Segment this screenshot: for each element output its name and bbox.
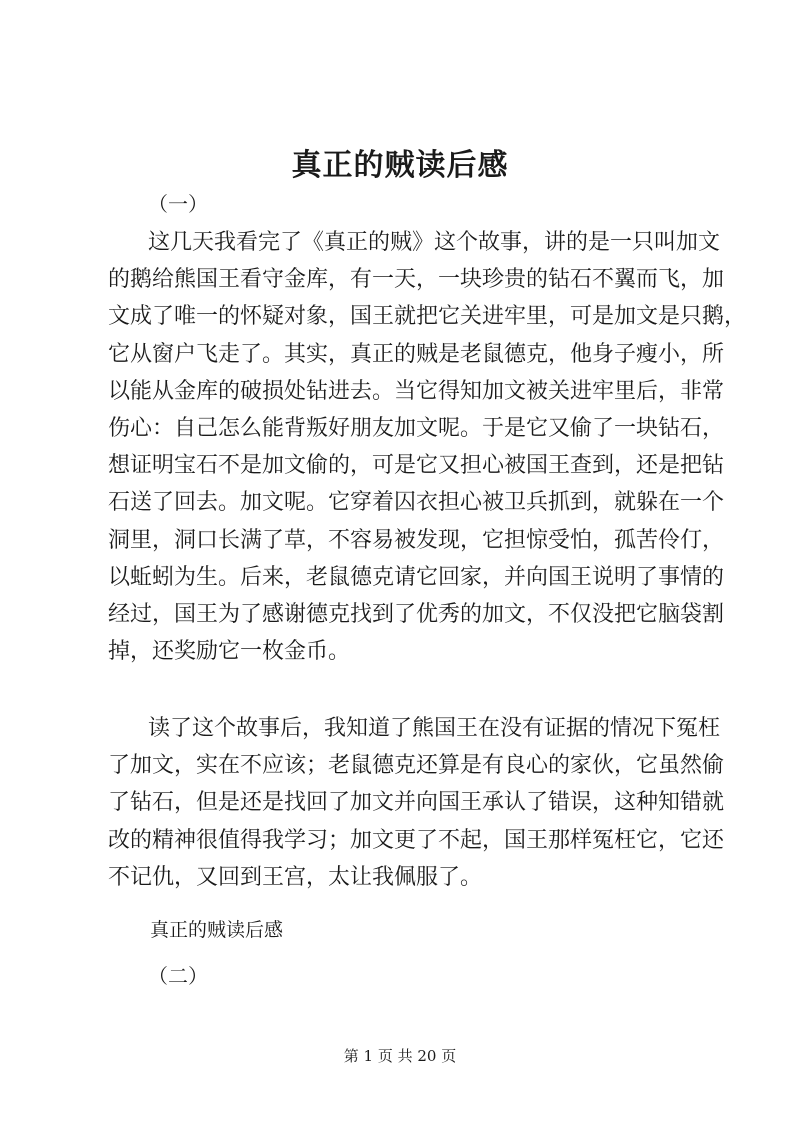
paragraph-line: 以能从金库的破损处钻进去。当它得知加文被关进牢里后，非常	[108, 378, 725, 404]
paragraph-2	[108, 710, 725, 896]
paragraph-line: 不记仇，又回到王宫，太让我佩服了。	[108, 864, 483, 890]
page-title: 真正的贼读后感	[291, 148, 509, 183]
section-heading-2: （二）	[148, 964, 208, 988]
paragraph-line: 伤心：自己怎么能背叛好朋友加文呢。于是它又偷了一块钻石，	[108, 415, 725, 441]
paragraph-line: 掉，还奖励它一枚金币。	[108, 639, 351, 665]
paragraph-line: 改的精神很值得我学习；加文更了不起，国王那样冤枉它，它还	[108, 827, 725, 853]
paragraph-1	[108, 224, 747, 670]
paragraph-line: 它从窗户飞走了。其实，真正的贼是老鼠德克，他身子瘦小，所	[108, 341, 725, 367]
paragraph-line: 以蚯蚓为生。后来，老鼠德克请它回家，并向国王说明了事情的	[108, 564, 725, 590]
paragraph-line: 了钻石，但是还是找回了加文并向国王承认了错误，这种知错就	[108, 790, 725, 816]
subtitle: 真正的贼读后感	[150, 919, 284, 941]
paragraph-line: 读了这个故事后，我知道了熊国王在没有证据的情况下冤枉	[148, 716, 721, 741]
paragraph-line: 想证明宝石不是加文偷的，可是它又担心被国王查到，还是把钻	[108, 453, 725, 479]
paragraph-line: 经过，国王为了感谢德克找到了优秀的加文，不仅没把它脑袋割	[108, 601, 725, 627]
section-heading-1: （一）	[148, 192, 208, 216]
paragraph-line: 文成了唯一的怀疑对象，国王就把它关进牢里，可是加文是只鹅，	[108, 304, 747, 330]
paragraph-line: 的鹅给熊国王看守金库，有一天，一块珍贵的钻石不翼而飞，加	[108, 267, 725, 293]
page-footer: 第 1 页 共 20 页	[343, 1047, 457, 1065]
paragraph-line: 石送了回去。加文呢。它穿着囚衣担心被卫兵抓到，就躲在一个	[108, 490, 725, 516]
paragraph-line: 了加文，实在不应该；老鼠德克还算是有良心的家伙，它虽然偷	[108, 753, 725, 779]
paragraph-line: 这几天我看完了《真正的贼》这个故事，讲的是一只叫加文	[148, 230, 721, 255]
paragraph-line: 洞里，洞口长满了草，不容易被发现，它担惊受怕，孤苦伶仃，	[108, 527, 725, 553]
